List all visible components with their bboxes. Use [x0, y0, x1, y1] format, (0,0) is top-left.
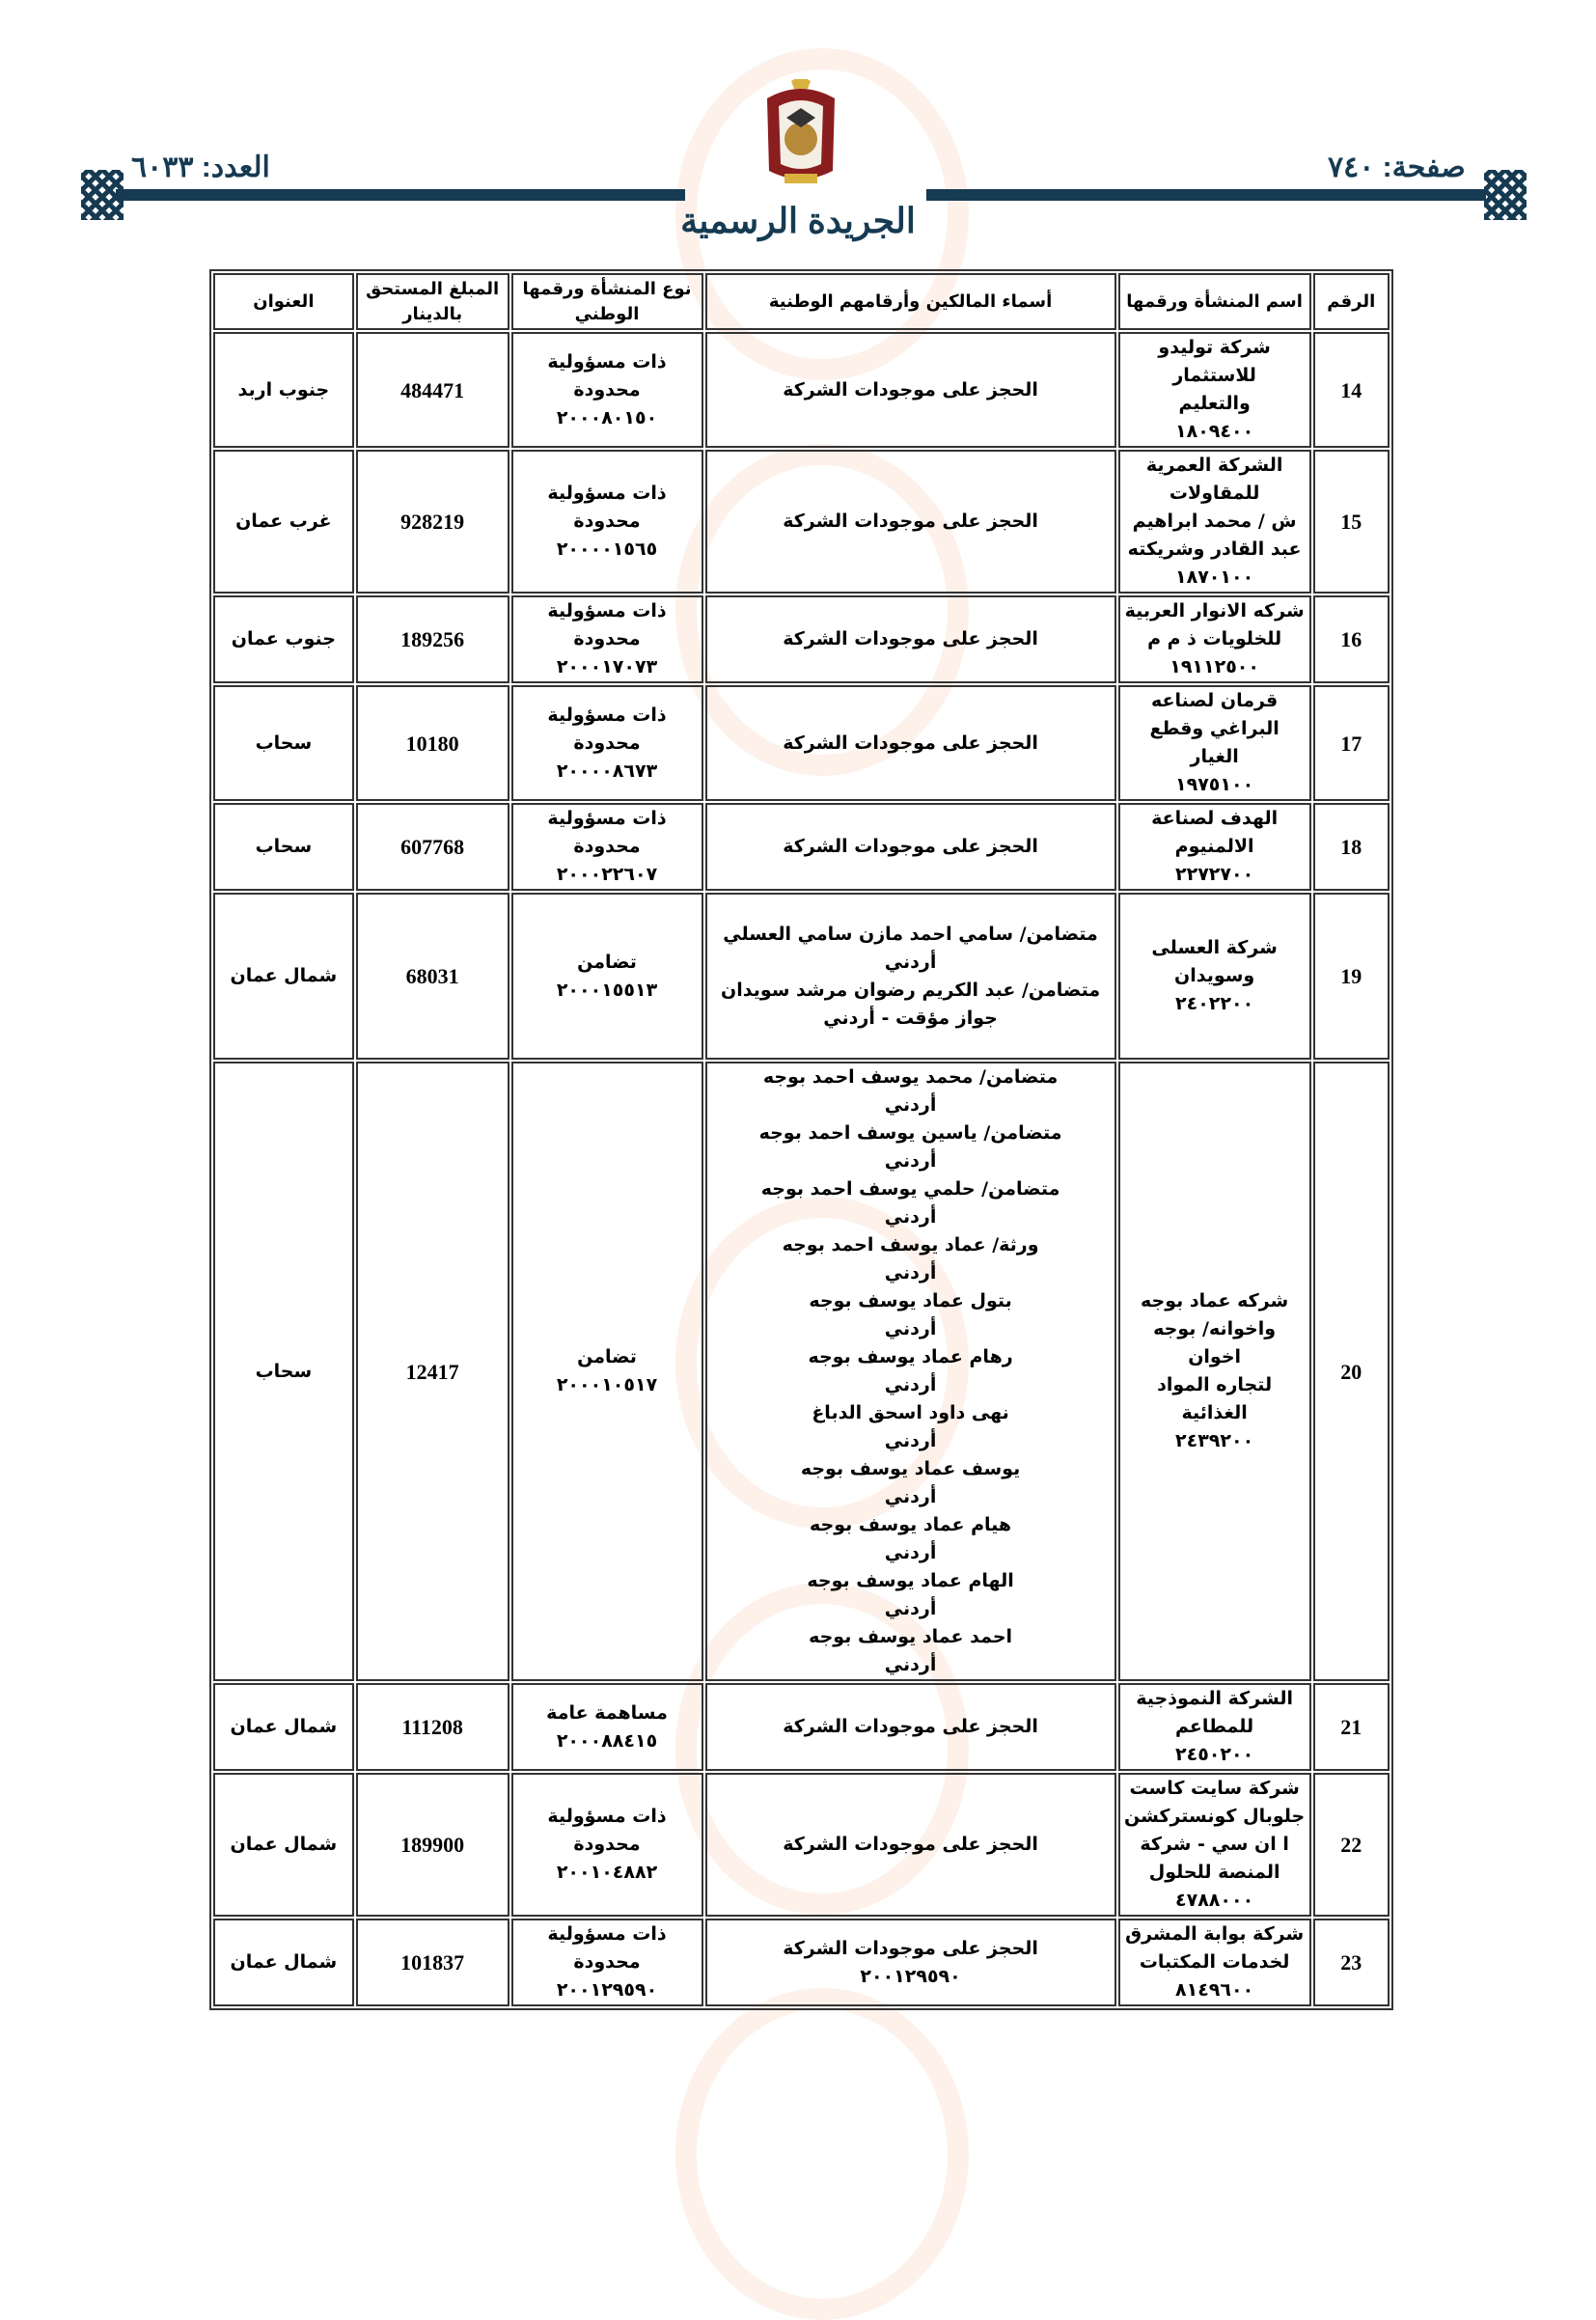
- table-row: [213, 595, 1390, 683]
- cell-address: شمال عمان: [213, 893, 354, 1060]
- cell-amount: 101837: [356, 1919, 509, 2006]
- cell-owners: [705, 1773, 1116, 1917]
- cell-name: [1118, 595, 1311, 683]
- cell-amount: 484471: [356, 332, 509, 448]
- cell-type-line: ٢٠٠٠٠٨٦٧٣: [556, 760, 658, 782]
- cell-name-line: ١٨٠٩٤٠٠: [1175, 421, 1254, 442]
- cell-name: [1118, 1919, 1311, 2006]
- table-row: [213, 332, 1390, 448]
- cell-name-line: للخلويات ذ م م: [1147, 628, 1282, 649]
- cell-amount: 189256: [356, 595, 509, 683]
- issue-number: العدد: ٦٠٣٣: [131, 152, 270, 183]
- cell-owners-line: أردني: [884, 1374, 937, 1395]
- cell-name-line: شركة توليدو للاستثمار: [1158, 337, 1271, 386]
- cell-name-line: ١٨٧٠١٠٠: [1175, 566, 1254, 588]
- cell-name-line: شركه الانوار العربية: [1124, 600, 1305, 621]
- cell-owners-line: الحجز على موجودات الشركة: [783, 836, 1038, 857]
- cell-address: سحاب: [213, 803, 354, 891]
- cell-amount: 189900: [356, 1773, 509, 1917]
- cell-owners-line: بتول عماد يوسف بوجه: [809, 1290, 1012, 1312]
- cell-owners-line: أردني: [884, 1206, 937, 1228]
- cell-name-line: ٢٢٧٢٧٠٠: [1175, 864, 1254, 885]
- table-row: [213, 1919, 1390, 2006]
- cell-address: جنوب عمان: [213, 595, 354, 683]
- watermark: [675, 1988, 969, 2320]
- cell-address: غرب عمان: [213, 450, 354, 594]
- cell-name: [1118, 450, 1311, 594]
- cell-type: [511, 595, 703, 683]
- cell-name-line: شركة بوابة المشرق: [1125, 1923, 1305, 1945]
- cell-owners-line: أردني: [884, 1654, 937, 1675]
- cell-name-line: لتجاره المواد الغذائية: [1157, 1374, 1273, 1423]
- cell-owners-line: متضامن/ ياسين يوسف احمد بوجه: [758, 1122, 1062, 1144]
- cell-type-line: محدودة: [573, 511, 641, 532]
- cell-amount: 12417: [356, 1062, 509, 1681]
- cell-name-line: ٢٤٣٩٢٠٠: [1175, 1430, 1254, 1451]
- cell-owners: [705, 893, 1116, 1060]
- cell-name: [1118, 332, 1311, 448]
- cell-owners-line: الحجز على موجودات الشركة: [783, 511, 1038, 532]
- cell-type-line: ٢٠٠٠١٠٥١٧: [556, 1374, 658, 1395]
- table-row: [213, 803, 1390, 891]
- column-header: اسم المنشأة ورقمها: [1118, 273, 1311, 330]
- cell-type: [511, 1919, 703, 2006]
- cell-type-line: ٢٠٠٠٢٢٦٠٧: [556, 864, 658, 885]
- cell-type-line: محدودة: [573, 1951, 641, 1973]
- cell-type: [511, 1773, 703, 1917]
- cell-address: جنوب اربد: [213, 332, 354, 448]
- header-rule-right: [926, 189, 1486, 201]
- cell-owners-line: الحجز على موجودات الشركة: [783, 1834, 1038, 1855]
- cell-owners-line: أردني: [884, 1318, 937, 1340]
- coat-of-arms-emblem: [757, 79, 844, 195]
- cell-name: [1118, 1062, 1311, 1681]
- cell-type-line: ٢٠٠٠١٥٥١٣: [556, 979, 658, 1001]
- cell-type: [511, 1062, 703, 1681]
- column-header: المبلغ المستحق بالدينار: [356, 273, 509, 330]
- cell-owners-line: رهام عماد يوسف بوجه: [808, 1346, 1013, 1367]
- cell-type: [511, 893, 703, 1060]
- cell-owners-line: الحجز على موجودات الشركة: [783, 1937, 1038, 1959]
- cell-type-line: ٢٠٠٠٨٠١٥٠: [556, 406, 658, 428]
- cell-amount: 10180: [356, 685, 509, 801]
- column-header: الرقم: [1313, 273, 1390, 330]
- cell-type: [511, 803, 703, 891]
- cell-type-line: ذات مسؤولية: [547, 600, 667, 621]
- cell-type-line: تضامن: [577, 951, 637, 973]
- cell-name-line: ٢٤٠٢٢٠٠: [1175, 993, 1254, 1014]
- cell-owners: [705, 803, 1116, 891]
- cell-name-line: شركه عماد بوجه: [1141, 1290, 1289, 1312]
- header-rule-left: [116, 189, 685, 201]
- cell-type-line: محدودة: [573, 378, 641, 400]
- cell-owners: [705, 685, 1116, 801]
- cell-amount: 928219: [356, 450, 509, 594]
- cell-type-line: محدودة: [573, 836, 641, 857]
- cell-owners-line: الحجز على موجودات الشركة: [783, 378, 1038, 400]
- cell-type-line: ٢٠٠١٢٩٥٩٠: [556, 1979, 658, 2001]
- cell-name-line: لخدمات المكتبات: [1139, 1951, 1290, 1973]
- cell-owners-line: أردني: [884, 1094, 937, 1116]
- cell-type-line: ٢٠٠٠٠١٥٦٥: [556, 539, 658, 560]
- cell-type-line: ذات مسؤولية: [547, 1923, 667, 1945]
- cell-number: 23: [1313, 1919, 1390, 2006]
- cell-owners-line: أردني: [884, 1542, 937, 1563]
- table-row: [213, 685, 1390, 801]
- cell-address: شمال عمان: [213, 1683, 354, 1771]
- cell-type-line: ٢٠٠١٠٤٨٨٢: [556, 1862, 658, 1883]
- table-row: [213, 1062, 1390, 1681]
- cell-address: سحاب: [213, 685, 354, 801]
- cell-name-line: وسويدان: [1173, 965, 1255, 986]
- cell-number: 15: [1313, 450, 1390, 594]
- cell-name-line: ٤٧٨٨٠٠٠: [1175, 1890, 1254, 1911]
- cell-type-line: ذات مسؤولية: [547, 1806, 667, 1827]
- cell-type: [511, 450, 703, 594]
- cell-owners-line: أردني: [884, 1598, 937, 1619]
- cell-number: 19: [1313, 893, 1390, 1060]
- cell-owners-line: جواز مؤقت - أردني: [823, 1007, 998, 1029]
- column-header: العنوان: [213, 273, 354, 330]
- cell-type-line: محدودة: [573, 732, 641, 754]
- cell-name-line: الشركة النموذجية: [1136, 1688, 1293, 1709]
- companies-table: [209, 269, 1393, 2010]
- table-row: [213, 1773, 1390, 1917]
- cell-address: شمال عمان: [213, 1919, 354, 2006]
- cell-amount: 607768: [356, 803, 509, 891]
- cell-name-line: جلوبال كونستركشن: [1124, 1806, 1306, 1827]
- table-row: [213, 893, 1390, 1060]
- column-header: أسماء المالكين وأرقامهم الوطنية: [705, 273, 1116, 330]
- cell-type-line: ذات مسؤولية: [547, 483, 667, 504]
- cell-number: 21: [1313, 1683, 1390, 1771]
- cell-name-line: للمقاولات: [1169, 483, 1260, 504]
- cell-name: [1118, 1773, 1311, 1917]
- cell-owners-line: الحجز على موجودات الشركة: [783, 732, 1038, 754]
- cell-name-line: الهدف لصناعة: [1151, 808, 1279, 829]
- cell-owners-line: متضامن/ عبد الكريم رضوان مرشد سويدان: [721, 979, 1101, 1001]
- table-row: [213, 1683, 1390, 1771]
- cell-name-line: شركة العسلى: [1151, 937, 1278, 958]
- cell-type-line: ٢٠٠٠١٧٠٧٣: [556, 656, 658, 677]
- cell-number: 18: [1313, 803, 1390, 891]
- cell-owners-line: ورثة/ عماد يوسف احمد بوجه: [782, 1234, 1039, 1256]
- cell-name: [1118, 685, 1311, 801]
- cell-type: [511, 685, 703, 801]
- cell-name-line: واخوانه/ بوجه اخوان: [1153, 1318, 1277, 1367]
- cell-owners-line: متضامن/ محمد يوسف احمد بوجه: [762, 1066, 1059, 1088]
- cell-name-line: والتعليم: [1178, 393, 1251, 414]
- cell-name-line: البراغي وقطع الغيار: [1149, 718, 1280, 767]
- cell-type-line: مساهمة عامة: [546, 1701, 668, 1724]
- cell-type: [511, 332, 703, 448]
- cell-type-line: ذات مسؤولية: [547, 704, 667, 726]
- cell-name-line: قرمان لصناعه: [1150, 690, 1279, 711]
- column-header: نوع المنشأة ورقمها الوطني: [511, 273, 703, 330]
- cell-name-line: المنصة للحلول: [1148, 1862, 1280, 1883]
- cell-owners-line: أردني: [884, 1486, 937, 1507]
- cell-name-line: عبد القادر وشريكته: [1127, 539, 1302, 560]
- cell-name-line: الالمنيوم: [1174, 836, 1254, 857]
- page-number: صفحة: ٧٤٠: [1328, 152, 1466, 183]
- cell-owners: [705, 332, 1116, 448]
- cell-name: [1118, 803, 1311, 891]
- cell-owners-line: الحجز على موجودات الشركة: [783, 628, 1038, 649]
- cell-owners-line: أردني: [884, 1430, 937, 1451]
- cell-owners-line: أردني: [884, 1150, 937, 1172]
- cell-owners: [705, 595, 1116, 683]
- cell-owners-line: أردني: [884, 1262, 937, 1284]
- cell-number: 16: [1313, 595, 1390, 683]
- cell-address: سحاب: [213, 1062, 354, 1681]
- cell-amount: 68031: [356, 893, 509, 1060]
- cell-name-line: ا ان سي - شركة: [1140, 1834, 1289, 1855]
- cell-owners: [705, 1919, 1116, 2006]
- cell-type-line: ذات مسؤولية: [547, 808, 667, 829]
- cell-number: 22: [1313, 1773, 1390, 1917]
- cell-name-line: ش / محمد ابراهيم: [1132, 511, 1297, 532]
- cell-type-line: تضامن: [577, 1346, 637, 1367]
- cell-name-line: ١٩٧٥١٠٠: [1175, 774, 1254, 795]
- cell-name-line: شركة سايت كاست: [1129, 1778, 1300, 1799]
- cell-owners-line: الهام عماد يوسف بوجه: [807, 1570, 1014, 1591]
- cell-number: 14: [1313, 332, 1390, 448]
- cell-name-line: الشركة العمرية: [1145, 455, 1283, 476]
- cell-name-line: ٨١٤٩٦٠٠: [1175, 1979, 1254, 2001]
- cell-type-line: محدودة: [573, 1834, 641, 1855]
- cell-name: [1118, 893, 1311, 1060]
- cell-owners-line: ٢٠٠١٢٩٥٩٠: [860, 1965, 961, 1987]
- cell-owners-line: متضامن/ سامي احمد مازن سامي العسلي: [723, 923, 1098, 945]
- cell-owners-line: احمد عماد يوسف بوجه: [809, 1626, 1013, 1647]
- cell-owners-line: متضامن/ حلمي يوسف احمد بوجه: [760, 1178, 1060, 1200]
- cell-name-line: ١٩١١٢٥٠٠: [1169, 656, 1259, 677]
- cell-owners-line: أردني: [884, 951, 937, 973]
- cell-owners-line: الحجز على موجودات الشركة: [783, 1716, 1038, 1737]
- cell-amount: 111208: [356, 1683, 509, 1771]
- cell-name-line: للمطاعم: [1175, 1716, 1254, 1737]
- cell-type-line: ٢٠٠٠٨٨٤١٥: [556, 1729, 658, 1752]
- cell-owners: [705, 1062, 1116, 1681]
- table-row: [213, 450, 1390, 594]
- table-header-row: [213, 273, 1390, 330]
- cell-type: [511, 1683, 703, 1771]
- cell-name: [1118, 1683, 1311, 1771]
- cell-address: شمال عمان: [213, 1773, 354, 1917]
- cell-owners-line: نهى داود اسحق الدباغ: [812, 1402, 1009, 1423]
- cell-owners: [705, 450, 1116, 594]
- cell-number: 17: [1313, 685, 1390, 801]
- cell-owners: [705, 1683, 1116, 1771]
- cell-name-line: ٢٤٥٠٢٠٠: [1175, 1744, 1254, 1765]
- cell-type-line: ذات مسؤولية: [547, 350, 667, 373]
- cell-number: 20: [1313, 1062, 1390, 1681]
- cell-owners-line: هيام عماد يوسف بوجه: [810, 1514, 1012, 1535]
- cell-owners-line: يوسف عماد يوسف بوجه: [800, 1458, 1021, 1479]
- cell-type-line: محدودة: [573, 628, 641, 649]
- page-title: الجريدة الرسمية: [680, 201, 916, 240]
